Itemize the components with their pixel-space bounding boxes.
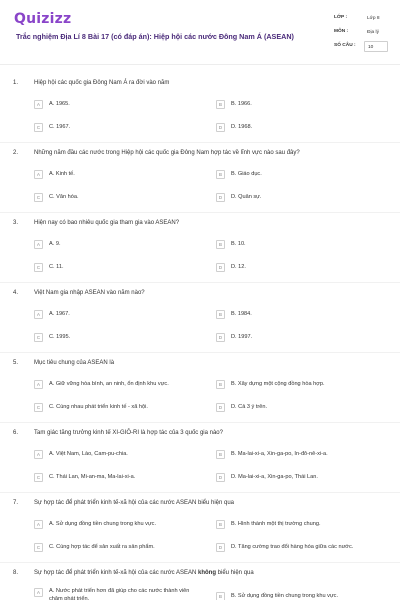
- option-d[interactable]: [216, 541, 353, 553]
- option-text: B. Sử dụng đồng tiền chung trong khu vực.: [231, 593, 339, 599]
- class-value: Lớp 8: [367, 16, 380, 21]
- option-letter-box: C: [34, 333, 43, 342]
- option-text: D. Tăng cường trao đổi hàng hóa giữa các nước.: [231, 544, 354, 550]
- option-letter-box: D: [216, 473, 225, 482]
- question-text-emphasis: không: [198, 570, 216, 576]
- question-number: 4.: [13, 290, 19, 296]
- meta-class-row: [334, 13, 390, 27]
- option-letter-box: C: [34, 123, 43, 132]
- option-b[interactable]: [216, 238, 246, 250]
- option-letter-box: B: [216, 450, 225, 459]
- option-letter-box: A: [34, 170, 43, 179]
- option-letter-box: D: [216, 193, 225, 202]
- question-divider: [0, 422, 400, 423]
- option-text: A. Nước phát triển hơn đã giúp cho các nước thành viên chậm phát triển.: [49, 588, 190, 600]
- question-number: 6.: [13, 430, 19, 436]
- question-text: Việt Nam gia nhập ASEAN vào năm nào?: [34, 290, 145, 296]
- option-text: B. Xây dựng một cộng đồng hòa hợp.: [231, 381, 325, 387]
- question-text: Tam giác tăng trưởng kinh tế XI-GIÔ-RI là hợp tác của 3 quốc gia nào?: [34, 430, 223, 436]
- option-d[interactable]: [216, 261, 246, 273]
- question-count-value: 10: [364, 41, 388, 52]
- question-text: Sự hợp tác để phát triển kinh tế-xã hội của các nước ASEAN biểu hiện qua: [34, 500, 235, 506]
- option-d[interactable]: [216, 191, 261, 203]
- option-text: C. 11.: [49, 264, 64, 270]
- option-text: A. Việt Nam, Lào, Cam-pu-chia.: [49, 451, 128, 457]
- option-d[interactable]: [216, 401, 267, 413]
- question-8: [0, 568, 400, 600]
- option-letter-box: C: [34, 473, 43, 482]
- option-letter-box: B: [216, 240, 225, 249]
- question-text: Hiệp hội các quốc gia Đông Nam Á ra đời vào năm: [34, 80, 170, 86]
- question-text: Những năm đầu các nước trong Hiệp hội các quốc gia Đông Nam hợp tác về lĩnh vực nào sau đây?: [34, 150, 300, 156]
- question-divider: [0, 282, 400, 283]
- option-b[interactable]: [216, 448, 328, 460]
- question-text-end: biểu hiện qua: [216, 570, 254, 576]
- option-a[interactable]: [34, 378, 169, 390]
- option-d[interactable]: [216, 471, 318, 483]
- subject-label: MÔN :: [334, 29, 349, 34]
- question-count-label: SỐ CÂU :: [334, 43, 356, 48]
- option-a[interactable]: [34, 518, 156, 530]
- question-6: [0, 428, 400, 498]
- option-d[interactable]: [216, 331, 252, 343]
- option-letter-box: B: [216, 592, 225, 600]
- option-text: B. 1966.: [231, 101, 252, 107]
- question-number: 5.: [13, 360, 19, 366]
- option-letter-box: C: [34, 403, 43, 412]
- option-text: A. 9.: [49, 241, 61, 247]
- option-c[interactable]: [34, 471, 135, 483]
- option-b[interactable]: [216, 168, 262, 180]
- option-letter-box: A: [34, 520, 43, 529]
- question-divider: [0, 142, 400, 143]
- option-text: C. Văn hóa.: [49, 194, 79, 200]
- option-letter-box: B: [216, 380, 225, 389]
- option-letter-box: B: [216, 170, 225, 179]
- option-text: C. Thái Lan, Mi-an-ma, Ma-lai-xi-a.: [49, 474, 136, 480]
- option-text: A. 1967.: [49, 311, 70, 317]
- meta-subject-row: [334, 27, 390, 41]
- option-c[interactable]: [34, 261, 64, 273]
- option-letter-box: C: [34, 193, 43, 202]
- option-letter-box: A: [34, 310, 43, 319]
- page-header: [0, 0, 400, 64]
- option-b[interactable]: [216, 590, 338, 600]
- question-2: [0, 148, 400, 218]
- question-text: Mục tiêu chung của ASEAN là: [34, 360, 115, 366]
- option-text: D. Quân sự.: [231, 194, 262, 200]
- option-text: A. Sử dụng đồng tiền chung trong khu vực.: [49, 521, 157, 527]
- option-text: D. 1997.: [231, 334, 253, 340]
- question-text: Hiện nay có bao nhiêu quốc gia tham gia vào ASEAN?: [34, 220, 180, 226]
- meta-count-row: [334, 41, 390, 55]
- option-c[interactable]: [34, 401, 148, 413]
- question-number: 1.: [13, 80, 19, 86]
- option-letter-box: C: [34, 543, 43, 552]
- question-text-start: Sự hợp tác để phát triển kinh tế-xã hội của các nước ASEAN: [34, 570, 198, 576]
- question-number: 3.: [13, 220, 19, 226]
- option-c[interactable]: [34, 191, 79, 203]
- option-text: B. Hình thành một thị trường chung.: [231, 521, 321, 527]
- option-letter-box: A: [34, 100, 43, 109]
- option-b[interactable]: [216, 98, 252, 110]
- option-a[interactable]: [34, 168, 75, 180]
- option-letter-box: A: [34, 588, 43, 597]
- option-letter-box: C: [34, 263, 43, 272]
- option-letter-box: B: [216, 520, 225, 529]
- question-text: [34, 570, 254, 576]
- option-a[interactable]: [34, 308, 70, 320]
- question-divider: [0, 352, 400, 353]
- question-5: [0, 358, 400, 428]
- option-letter-box: D: [216, 333, 225, 342]
- option-letter-box: A: [34, 380, 43, 389]
- option-text: C. 1967.: [49, 124, 71, 130]
- option-text: B. 10.: [231, 241, 246, 247]
- option-c[interactable]: [34, 121, 70, 133]
- option-c[interactable]: [34, 541, 155, 553]
- question-1: [0, 78, 400, 148]
- class-label: LỚP :: [334, 15, 348, 20]
- option-letter-box: D: [216, 543, 225, 552]
- header-divider: [0, 64, 400, 65]
- option-letter-box: D: [216, 263, 225, 272]
- option-text: B. Ma-lai-xi-a, Xin-ga-po, In-đô-nê-xi-a.: [231, 451, 328, 457]
- option-letter-box: A: [34, 240, 43, 249]
- question-number: 8.: [13, 570, 19, 576]
- option-text: B. Giáo dục.: [231, 171, 262, 177]
- option-b[interactable]: [216, 308, 252, 320]
- subject-value: Địa lý: [367, 30, 379, 35]
- question-divider: [0, 212, 400, 213]
- question-number: 2.: [13, 150, 19, 156]
- option-a[interactable]: [34, 588, 199, 600]
- question-4: [0, 288, 400, 358]
- worksheet-title: Trắc nghiệm Địa Lí 8 Bài 17 (có đáp án): Hiệp hội các nước Đông Nam Á (ASEAN): [16, 32, 294, 41]
- question-7: [0, 498, 400, 568]
- option-letter-box: D: [216, 123, 225, 132]
- option-letter-box: D: [216, 403, 225, 412]
- option-d[interactable]: [216, 121, 252, 133]
- option-b[interactable]: [216, 518, 321, 530]
- option-letter-box: B: [216, 310, 225, 319]
- question-list: [0, 78, 400, 600]
- option-text: D. Ma-lai-xi-a, Xin-ga-po, Thái Lan.: [231, 474, 318, 480]
- question-divider: [0, 492, 400, 493]
- question-3: [0, 218, 400, 288]
- option-text: C. 1995.: [49, 334, 71, 340]
- option-text: D. 1968.: [231, 124, 253, 130]
- option-letter-box: B: [216, 100, 225, 109]
- option-b[interactable]: [216, 378, 325, 390]
- option-text: B. 1984.: [231, 311, 252, 317]
- option-text: A. 1965.: [49, 101, 70, 107]
- quizizz-logo: Quizizz: [14, 11, 72, 27]
- option-text: C. Cùng nhau phát triển kinh tế - xã hội.: [49, 404, 148, 410]
- option-c[interactable]: [34, 331, 70, 343]
- option-text: A. Giữ vững hòa bình, an ninh, ổn định khu vực.: [49, 381, 169, 387]
- option-text: D. Cả 3 ý trên.: [231, 404, 268, 410]
- question-number: 7.: [13, 500, 19, 506]
- question-divider: [0, 562, 400, 563]
- option-text: A. Kinh tế.: [49, 171, 75, 177]
- worksheet-meta: [334, 13, 390, 55]
- option-a[interactable]: [34, 238, 61, 250]
- option-text: C. Cùng hợp tác để sản xuất ra sản phẩm.: [49, 544, 155, 550]
- option-a[interactable]: [34, 98, 70, 110]
- option-letter-box: A: [34, 450, 43, 459]
- option-a[interactable]: [34, 448, 128, 460]
- option-text: D. 12.: [231, 264, 246, 270]
